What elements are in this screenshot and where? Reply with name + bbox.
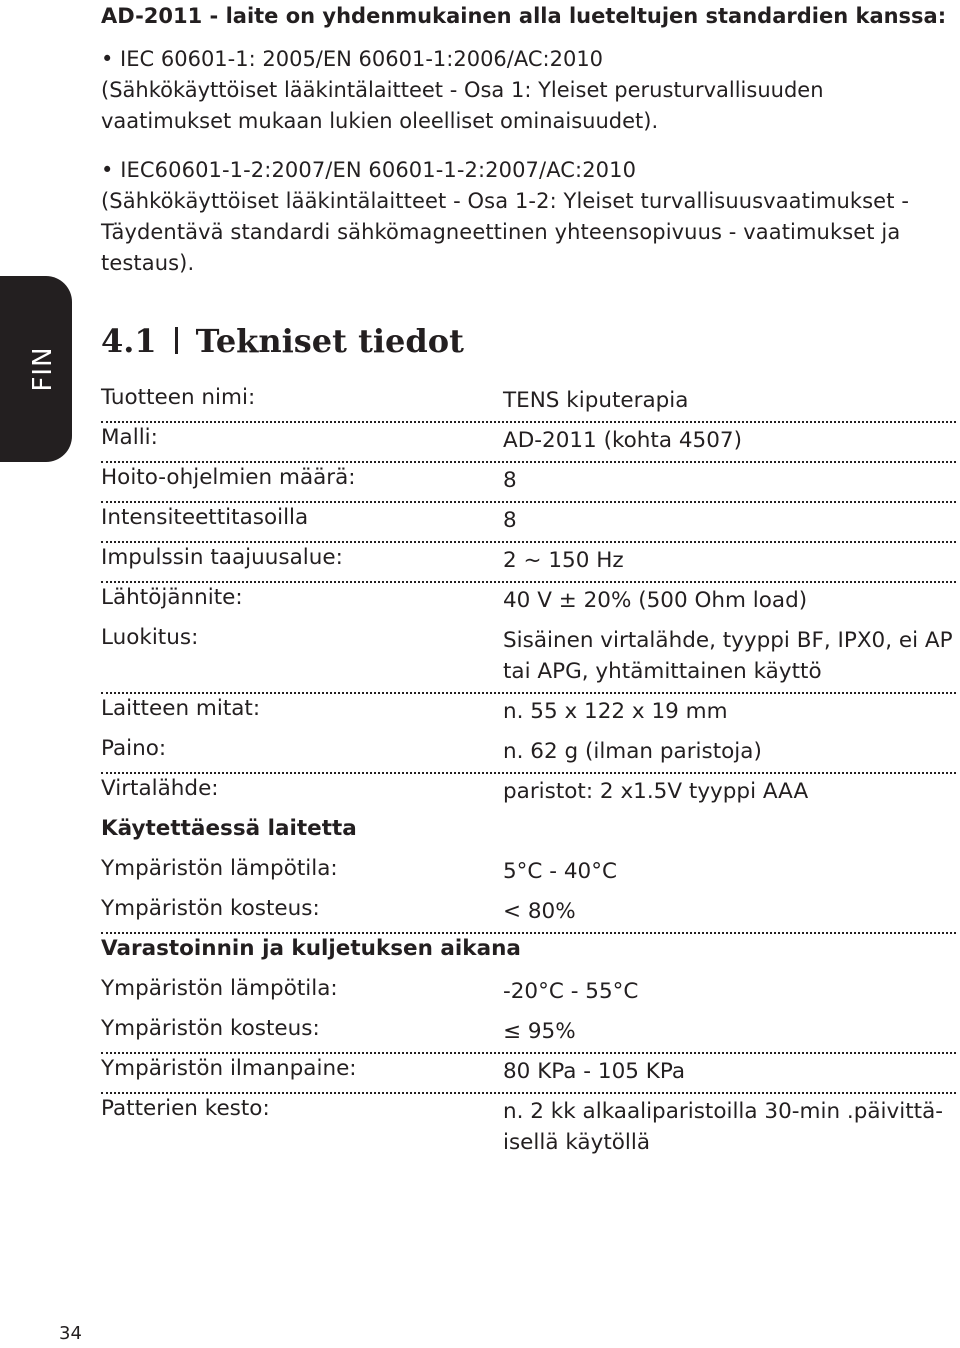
spec-row (101, 974, 956, 1014)
spec-label: Virtalähde: (101, 776, 219, 801)
spec-value: TENS kiputerapia (503, 388, 689, 413)
spec-row (101, 463, 956, 503)
spec-row (101, 1054, 956, 1094)
spec-label: Hoito-ohjelmien määrä: (101, 465, 356, 490)
section-number: 4.1 (101, 322, 157, 360)
section-divider (175, 327, 178, 354)
standard-item-2 (101, 155, 909, 279)
spec-value: < 80% (503, 899, 576, 924)
spec-row (101, 694, 956, 734)
spec-row (101, 543, 956, 583)
spec-label: Luokitus: (101, 625, 199, 650)
spec-label: Ympäristön ilmanpaine: (101, 1056, 357, 1081)
spec-label: Impulssin taajuusalue: (101, 545, 343, 570)
page-number: 34 (59, 1323, 82, 1344)
spec-row (101, 854, 956, 894)
spec-value: -20°C - 55°C (503, 979, 639, 1004)
spec-label: Paino: (101, 736, 167, 761)
standard-line: • IEC 60601-1: 2005/EN 60601-1:2006/AC:2010 (101, 47, 604, 71)
spec-label: Lähtöjännite: (101, 585, 243, 610)
spec-value: n. 2 kk alkaaliparistoilla 30-min .päivittä- (503, 1099, 944, 1124)
standard-line: Täydentävä standardi sähkömagneettinen yhteensopivuus - vaatimukset ja (101, 220, 901, 244)
operating-conditions-heading (101, 814, 956, 854)
spec-value: 2 ~ 150 Hz (503, 548, 624, 573)
spec-value: 8 (503, 468, 517, 493)
spec-value: Sisäinen virtalähde, tyyppi BF, IPX0, ei AP (503, 628, 953, 653)
standard-item-1 (101, 44, 824, 137)
spec-row (101, 423, 956, 463)
storage-conditions-heading (101, 934, 956, 974)
spec-value: 5°C - 40°C (503, 859, 617, 884)
spec-table (101, 383, 956, 1165)
subsection-title: Varastoinnin ja kuljetuksen aikana (101, 936, 521, 961)
spec-label: Intensiteettitasoilla (101, 505, 309, 530)
section-title (101, 322, 464, 360)
standard-line: (Sähkökäyttöiset lääkintälaitteet - Osa 1: Yleiset perusturvallisuuden (101, 78, 824, 102)
spec-row (101, 774, 956, 814)
section-title-text: Tekniset tiedot (195, 322, 464, 360)
spec-value: 40 V ± 20% (500 Ohm load) (503, 588, 808, 613)
spec-value: AD-2011 (kohta 4507) (503, 428, 742, 453)
spec-row (101, 383, 956, 423)
spec-row (101, 623, 956, 694)
conformity-heading: AD-2011 - laite on yhdenmukainen alla lueteltujen standardien kanssa: (101, 4, 947, 28)
spec-row (101, 894, 956, 934)
spec-label: Laitteen mitat: (101, 696, 261, 721)
spec-value: n. 62 g (ilman paristoja) (503, 739, 762, 764)
spec-label: Ympäristön lämpötila: (101, 976, 338, 1001)
spec-label: Tuotteen nimi: (101, 385, 256, 410)
language-tab-label: FIN (28, 346, 58, 392)
spec-row (101, 503, 956, 543)
spec-label: Patterien kesto: (101, 1096, 270, 1121)
spec-value: tai APG, yhtämittainen käyttö (503, 659, 822, 684)
spec-row (101, 734, 956, 774)
spec-value: ≤ 95% (503, 1019, 576, 1044)
spec-value: paristot: 2 x1.5V tyyppi AAA (503, 779, 809, 804)
spec-label: Malli: (101, 425, 158, 450)
spec-row (101, 1014, 956, 1054)
standard-line: testaus). (101, 251, 195, 275)
spec-value: isellä käytöllä (503, 1130, 651, 1155)
standard-line: vaatimukset mukaan lukien oleelliset ominaisuudet). (101, 109, 659, 133)
spec-row (101, 583, 956, 623)
spec-label: Ympäristön lämpötila: (101, 856, 338, 881)
spec-value: n. 55 x 122 x 19 mm (503, 699, 728, 724)
spec-value: 8 (503, 508, 517, 533)
spec-row (101, 1094, 956, 1165)
spec-label: Ympäristön kosteus: (101, 896, 320, 921)
standard-line: (Sähkökäyttöiset lääkintälaitteet - Osa 1-2: Yleiset turvallisuusvaatimukset - (101, 189, 909, 213)
standard-line: • IEC60601-1-2:2007/EN 60601-1-2:2007/AC:2010 (101, 158, 637, 182)
spec-value: 80 KPa - 105 KPa (503, 1059, 686, 1084)
spec-label: Ympäristön kosteus: (101, 1016, 320, 1041)
subsection-title: Käytettäessä laitetta (101, 816, 357, 841)
